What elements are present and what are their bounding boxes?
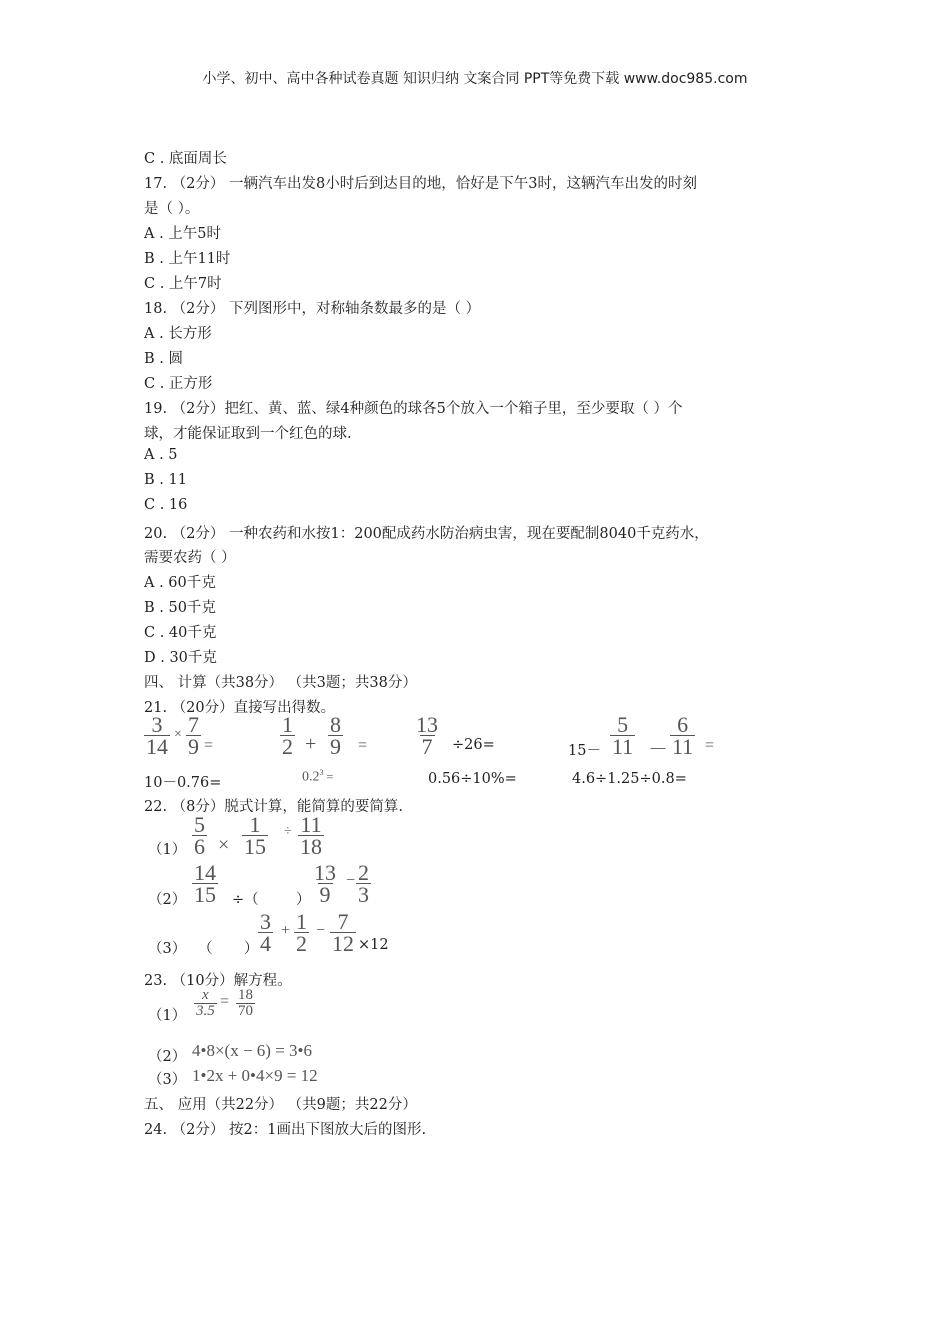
q21-e4-tail: =: [705, 737, 715, 754]
q22-p1-label: （1）: [148, 842, 187, 858]
q22-p3-open: （: [198, 941, 213, 957]
section-4-heading: 四、 计算（共38分） （共3题；共38分）: [144, 675, 417, 691]
q22-p3-op2: −: [316, 922, 326, 939]
q21-r4: 4.6÷1.25÷0.8=: [572, 771, 687, 787]
q22-p3-close: ）: [244, 941, 259, 957]
q21-e1-op: ×: [174, 727, 182, 742]
q22-p3-frac3: $\frac{7}{12}$: [332, 909, 354, 956]
q21-e1-frac2: $\frac{7}{9}$: [188, 712, 199, 759]
q22-p1-op2: ÷: [284, 824, 292, 839]
q20-stem-line2: 需要农药（ ）: [144, 550, 236, 566]
q20-option-a: A . 60千克: [144, 575, 216, 591]
q16-option-c: C . 底面周长: [144, 151, 227, 167]
q21-e4-op: －: [648, 739, 668, 761]
q22-p3-frac1: $\frac{3}{4}$: [260, 909, 271, 956]
q22-stem: 22. （8分）脱式计算，能简算的要简算.: [144, 799, 404, 815]
q21-r2-exp: 3: [319, 768, 324, 777]
q21-e2-frac2: $\frac{8}{9}$: [330, 712, 341, 759]
q23-p1-label: （1）: [148, 1008, 187, 1024]
q23-p2-expr: 4•8×(x − 6) = 3•6: [192, 1041, 312, 1060]
q21-r2: [302, 768, 333, 786]
q21-e1-frac1: $\frac{3}{14}$: [146, 712, 168, 759]
q22-p3-frac2: $\frac{1}{2}$: [296, 909, 307, 956]
q21-e1-tail: =: [204, 737, 214, 754]
q22-p2-op1: ÷（: [232, 892, 259, 908]
q21-r2-base: 0.2: [302, 769, 320, 785]
q21-e2-frac1: $\frac{1}{2}$: [282, 712, 293, 759]
q19-stem-line1: 19. （2分）把红、黄、蓝、绿4种颜色的球各5个放入一个箱子里，至少要取（ ）个: [144, 401, 683, 417]
q22-p2-op2: −: [346, 872, 356, 889]
q21-stem: 21. （20分）直接写出得数。: [144, 700, 336, 716]
q23-p1-eq: =: [220, 993, 230, 1010]
q17-stem-line2: 是（ ）。: [144, 201, 200, 217]
q22-p2-label: （2）: [148, 892, 187, 908]
q19-stem-line2: 球，才能保证取到一个红色的球.: [144, 426, 352, 442]
q20-option-b: B . 50千克: [144, 600, 216, 616]
q21-r3: 0.56÷10%=: [428, 771, 517, 787]
q21-e3-tail: ÷26=: [452, 737, 495, 753]
q23-p1-frac1: $\frac{x}{3.5}$: [196, 987, 215, 1019]
q19-option-a: A . 5: [144, 447, 178, 463]
q22-p3-label: （3）: [148, 941, 187, 957]
q20-option-d: D . 30千克: [144, 650, 217, 666]
q21-e2-tail: =: [358, 737, 368, 754]
q17-option-b: B . 上午11时: [144, 251, 231, 267]
q21-r2-tail: =: [323, 769, 334, 784]
page-header: 小学、初中、高中各种试卷真题 知识归纳 文案合同 PPT等免费下载 www.doc985.com: [202, 71, 748, 87]
q20-stem-line1: 20. （2分） 一种农药和水按1：200配成药水防治病虫害，现在要配制8040千克药水，: [144, 526, 709, 542]
q22-p3-op1: +: [281, 922, 291, 939]
q22-p1-frac3: $\frac{11}{18}$: [300, 812, 322, 859]
q17-option-c: C . 上午7时: [144, 276, 222, 292]
q18-option-a: A . 长方形: [144, 326, 212, 342]
q19-option-c: C . 16: [144, 497, 188, 513]
q23-p1-frac2: $\frac{18}{70}$: [238, 987, 253, 1019]
q23-p2-label: （2）: [148, 1049, 187, 1065]
q21-r1: 10－0.76=: [144, 775, 222, 791]
q22-p1-frac2: $\frac{1}{15}$: [244, 812, 266, 859]
q20-option-c: C . 40千克: [144, 625, 217, 641]
q19-option-b: B . 11: [144, 472, 187, 488]
q24-stem: 24. （2分） 按2：1画出下图放大后的图形.: [144, 1122, 427, 1138]
q22-p1-frac1: $\frac{5}{6}$: [194, 812, 205, 859]
q21-e3-frac: $\frac{13}{7}$: [416, 712, 438, 759]
q21-e2-op: +: [305, 733, 317, 755]
q21-e4-frac2: $\frac{6}{11}$: [672, 712, 694, 759]
q18-option-b: B . 圆: [144, 351, 183, 367]
q17-option-a: A . 上午5时: [144, 226, 222, 242]
q17-stem-line1: 17. （2分） 一辆汽车出发8小时后到达目的地，恰好是下午3时，这辆汽车出发的时刻: [144, 176, 697, 192]
q21-e4-lead: 15－: [568, 743, 601, 759]
section-5-heading: 五、 应用（共22分） （共9题；共22分）: [144, 1097, 417, 1113]
q22-p2-frac1: $\frac{14}{15}$: [194, 860, 216, 907]
q18-stem: 18. （2分） 下列图形中，对称轴条数最多的是（ ）: [144, 301, 481, 317]
q22-p3-tail: ×12: [358, 937, 389, 953]
q22-p2-close: ）: [296, 892, 311, 908]
q22-p2-frac3: $\frac{2}{3}$: [358, 860, 369, 907]
q22-p1-op1: ×: [218, 834, 230, 856]
q21-e4-frac1: $\frac{5}{11}$: [612, 712, 634, 759]
q23-stem: 23. （10分）解方程。: [144, 973, 292, 989]
q23-p3-label: （3）: [148, 1072, 187, 1088]
q18-option-c: C . 正方形: [144, 376, 213, 392]
q22-p2-frac2: $\frac{13}{9}$: [314, 860, 336, 907]
q23-p3-expr: 1•2x + 0•4×9 = 12: [192, 1066, 318, 1085]
